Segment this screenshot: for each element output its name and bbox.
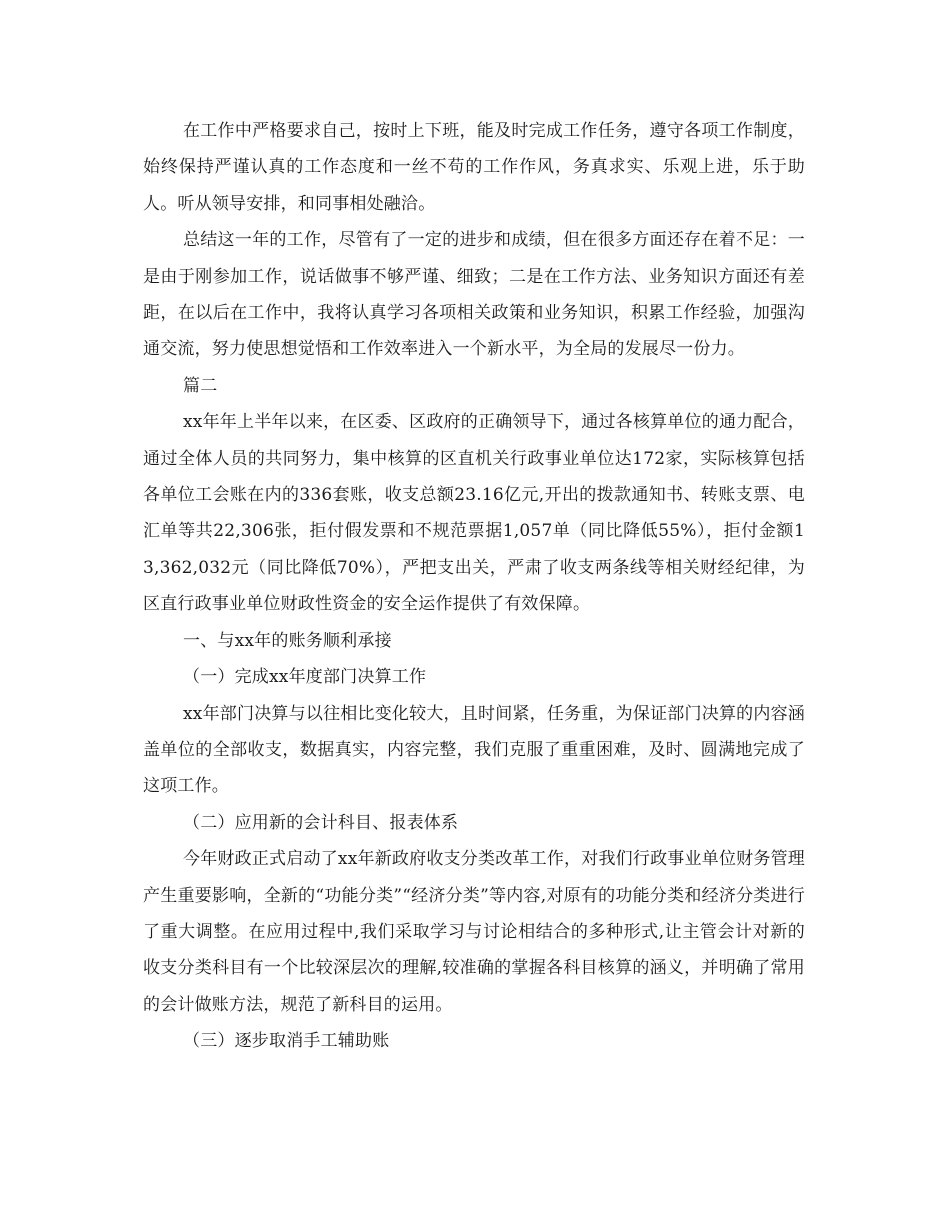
paragraph-work-attitude: 在工作中严格要求自己，按时上下班，能及时完成工作任务，遵守各项工作制度，始终保持严谨认真的工作态度和一丝不苟的工作作风，务真求实、乐观上进，乐于助人。听从领导安排，和同事相处融洽。 xyxy=(143,121,805,214)
paragraph-final-accounts: xx年部门决算与以往相比变化较大，且时间紧，任务重，为保证部门决算的内容涵盖单位的全部收支，数据真实，内容完整，我们克服了重重困难，及时、圆满地完成了这项工作。 xyxy=(143,703,805,797)
paragraph-half-year-overview: xx年年上半年以来，在区委、区政府的正确领导下，通过各核算单位的通力配合，通过全体人员的共同努力，集中核算的区直机关行政事业单位达172家，实际核算包括各单位工会账在内的336套账，收支总额23.16亿元,开出的拨款通知书、转账支票、电汇单等共22,306张，拒付假发票和不规范票据1,057单（同比降低55%），拒付金额13,362,032元（同比降低70%），严把支出关，严肃了收支两条线等相关财经纪律，为区直行政事业单位财政性资金的安全运作提供了有效保障。 xyxy=(143,412,805,615)
paragraph-year-summary: 总结这一年的工作，尽管有了一定的进步和成绩，但在很多方面还存在着不足：一是由于刚参加工作，说话做事不够严谨、细致；二是在工作方法、业务知识方面还有差距，在以后在工作中，我将认真学习各项相关政策和业务知识，积累工作经验，加强沟通交流，努力使思想觉悟和工作效率进入一个新水平，为全局的发展尽一份力。 xyxy=(143,230,805,360)
subheading-final-accounts: （一）完成xx年度部门决算工作 xyxy=(183,667,427,688)
document-body xyxy=(143,113,805,1060)
section-heading-part-two: 篇二 xyxy=(183,375,218,396)
subheading-new-accounting-subjects: （二）应用新的会计科目、报表体系 xyxy=(183,812,459,833)
section-heading-account-transition: 一、与xx年的账务顺利承接 xyxy=(183,630,392,651)
subheading-cancel-manual-ledgers: （三）逐步取消手工辅助账 xyxy=(183,1031,390,1052)
paragraph-new-accounting-subjects: 今年财政正式启动了xx年新政府收支分类改革工作，对我们行政事业单位财务管理产生重要影响，全新的“功能分类”“经济分类”等内容,对原有的功能分类和经济分类进行了重大调整。在应用过程中,我们采取学习与讨论相结合的多种形式,让主管会计对新的收支分类科目有一个比较深层次的理解,较准确的掌握各科目核算的涵义，并明确了常用的会计做账方法，规范了新科目的运用。 xyxy=(143,849,805,1015)
